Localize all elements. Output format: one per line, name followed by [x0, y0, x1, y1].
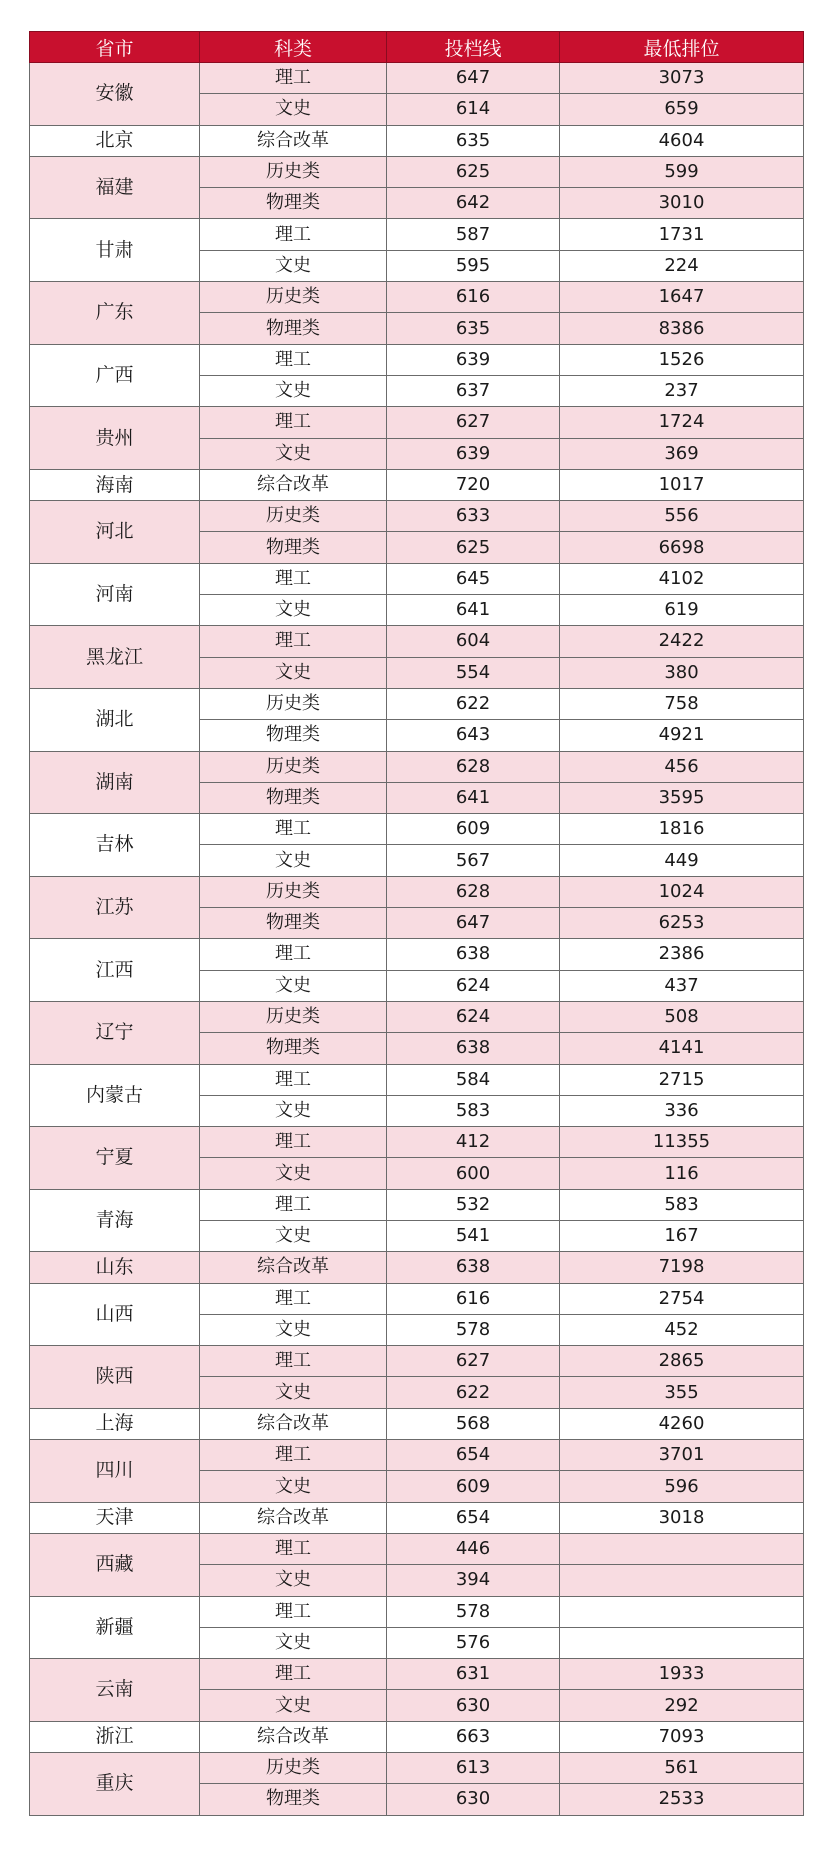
cutoff-score-cell: 638: [387, 1033, 560, 1064]
table-row: [30, 1127, 804, 1158]
province-cell: 贵州: [30, 407, 200, 470]
lowest-rank-cell: 599: [560, 156, 804, 187]
lowest-rank-cell: 449: [560, 845, 804, 876]
subject-type-cell: 理工: [200, 563, 387, 594]
table-row: [30, 501, 804, 532]
cutoff-score-cell: 541: [387, 1220, 560, 1251]
province-cell: 山东: [30, 1252, 200, 1283]
table-row: [30, 219, 804, 250]
cutoff-score-cell: 567: [387, 845, 560, 876]
lowest-rank-cell: 3073: [560, 63, 804, 94]
lowest-rank-cell: 583: [560, 1189, 804, 1220]
cutoff-score-cell: 595: [387, 250, 560, 281]
table-row: [30, 1440, 804, 1471]
lowest-rank-cell: 4604: [560, 125, 804, 156]
table-row: [30, 688, 804, 719]
cutoff-score-cell: 645: [387, 563, 560, 594]
subject-type-cell: 历史类: [200, 688, 387, 719]
cutoff-score-cell: 616: [387, 282, 560, 313]
cutoff-score-cell: 446: [387, 1533, 560, 1564]
lowest-rank-cell: 6253: [560, 908, 804, 939]
subject-type-cell: 物理类: [200, 720, 387, 751]
province-cell: 宁夏: [30, 1127, 200, 1190]
lowest-rank-cell: 7093: [560, 1721, 804, 1752]
lowest-rank-cell: [560, 1533, 804, 1564]
cutoff-score-cell: 639: [387, 344, 560, 375]
cutoff-score-cell: 638: [387, 1252, 560, 1283]
subject-type-cell: 文史: [200, 1690, 387, 1721]
subject-type-cell: 理工: [200, 814, 387, 845]
lowest-rank-cell: 2715: [560, 1064, 804, 1095]
subject-type-cell: 理工: [200, 939, 387, 970]
lowest-rank-cell: 2865: [560, 1346, 804, 1377]
province-cell: 重庆: [30, 1753, 200, 1816]
lowest-rank-cell: 456: [560, 751, 804, 782]
lowest-rank-cell: 758: [560, 688, 804, 719]
subject-type-cell: 文史: [200, 845, 387, 876]
cutoff-score-cell: 584: [387, 1064, 560, 1095]
lowest-rank-cell: 1024: [560, 876, 804, 907]
lowest-rank-cell: 1017: [560, 469, 804, 500]
cutoff-score-cell: 604: [387, 626, 560, 657]
table-row: [30, 469, 804, 500]
subject-type-cell: 历史类: [200, 1001, 387, 1032]
province-cell: 广东: [30, 282, 200, 345]
table-row: [30, 1659, 804, 1690]
cutoff-score-cell: 633: [387, 501, 560, 532]
cutoff-score-cell: 639: [387, 438, 560, 469]
subject-type-cell: 综合改革: [200, 1502, 387, 1533]
lowest-rank-cell: 4921: [560, 720, 804, 751]
subject-type-cell: 物理类: [200, 1033, 387, 1064]
lowest-rank-cell: 6698: [560, 532, 804, 563]
province-cell: 河南: [30, 563, 200, 626]
table-row: [30, 1533, 804, 1564]
lowest-rank-cell: 1724: [560, 407, 804, 438]
cutoff-score-cell: 576: [387, 1627, 560, 1658]
cutoff-score-cell: 625: [387, 156, 560, 187]
table-row: [30, 1408, 804, 1439]
lowest-rank-cell: 561: [560, 1753, 804, 1784]
subject-type-cell: 历史类: [200, 876, 387, 907]
province-cell: 甘肃: [30, 219, 200, 282]
subject-type-cell: 文史: [200, 1158, 387, 1189]
subject-type-cell: 理工: [200, 1127, 387, 1158]
subject-type-cell: 理工: [200, 1659, 387, 1690]
lowest-rank-cell: [560, 1627, 804, 1658]
subject-type-cell: 理工: [200, 1283, 387, 1314]
province-cell: 湖北: [30, 688, 200, 751]
lowest-rank-cell: 659: [560, 94, 804, 125]
table-row: [30, 1502, 804, 1533]
subject-type-cell: 文史: [200, 1471, 387, 1502]
lowest-rank-cell: 4102: [560, 563, 804, 594]
score-table-container: [29, 31, 803, 1816]
subject-type-cell: 理工: [200, 626, 387, 657]
province-cell: 安徽: [30, 63, 200, 126]
subject-type-cell: 理工: [200, 1596, 387, 1627]
subject-type-cell: 物理类: [200, 313, 387, 344]
lowest-rank-cell: 619: [560, 595, 804, 626]
cutoff-score-cell: 635: [387, 313, 560, 344]
province-cell: 山西: [30, 1283, 200, 1346]
table-row: [30, 125, 804, 156]
table-row: [30, 1252, 804, 1283]
subject-type-cell: 文史: [200, 1565, 387, 1596]
lowest-rank-cell: 4260: [560, 1408, 804, 1439]
cutoff-score-cell: 627: [387, 1346, 560, 1377]
subject-type-cell: 文史: [200, 438, 387, 469]
cutoff-score-cell: 624: [387, 1001, 560, 1032]
subject-type-cell: 理工: [200, 1064, 387, 1095]
subject-type-cell: 理工: [200, 63, 387, 94]
province-cell: 浙江: [30, 1721, 200, 1752]
lowest-rank-cell: 3018: [560, 1502, 804, 1533]
subject-type-cell: 文史: [200, 94, 387, 125]
lowest-rank-cell: 1526: [560, 344, 804, 375]
province-cell: 海南: [30, 469, 200, 500]
subject-type-cell: 物理类: [200, 782, 387, 813]
table-body: [30, 63, 804, 1816]
subject-type-cell: 文史: [200, 1220, 387, 1251]
cutoff-score-cell: 638: [387, 939, 560, 970]
cutoff-score-cell: 647: [387, 63, 560, 94]
cutoff-score-cell: 635: [387, 125, 560, 156]
subject-type-cell: 理工: [200, 1346, 387, 1377]
subject-type-cell: 物理类: [200, 1784, 387, 1815]
subject-type-cell: 历史类: [200, 282, 387, 313]
cutoff-score-cell: 614: [387, 94, 560, 125]
cutoff-score-cell: 532: [387, 1189, 560, 1220]
province-cell: 广西: [30, 344, 200, 407]
cutoff-score-cell: 642: [387, 188, 560, 219]
table-row: [30, 751, 804, 782]
lowest-rank-cell: 2386: [560, 939, 804, 970]
province-cell: 天津: [30, 1502, 200, 1533]
province-cell: 青海: [30, 1189, 200, 1252]
cutoff-score-cell: 587: [387, 219, 560, 250]
subject-type-cell: 综合改革: [200, 125, 387, 156]
subject-type-cell: 理工: [200, 219, 387, 250]
lowest-rank-cell: 4141: [560, 1033, 804, 1064]
lowest-rank-cell: 452: [560, 1314, 804, 1345]
subject-type-cell: 历史类: [200, 1753, 387, 1784]
lowest-rank-cell: 116: [560, 1158, 804, 1189]
cutoff-score-cell: 609: [387, 1471, 560, 1502]
subject-type-cell: 物理类: [200, 188, 387, 219]
province-cell: 北京: [30, 125, 200, 156]
cutoff-score-cell: 578: [387, 1596, 560, 1627]
province-cell: 陕西: [30, 1346, 200, 1409]
table-row: [30, 1001, 804, 1032]
header-subject-type: 科类: [200, 32, 387, 63]
table-row: [30, 407, 804, 438]
province-cell: 河北: [30, 501, 200, 564]
subject-type-cell: 文史: [200, 1377, 387, 1408]
lowest-rank-cell: [560, 1565, 804, 1596]
table-row: [30, 876, 804, 907]
subject-type-cell: 文史: [200, 595, 387, 626]
lowest-rank-cell: 3701: [560, 1440, 804, 1471]
province-cell: 云南: [30, 1659, 200, 1722]
cutoff-score-cell: 628: [387, 876, 560, 907]
subject-type-cell: 理工: [200, 407, 387, 438]
table-header-row: [30, 32, 804, 63]
lowest-rank-cell: 7198: [560, 1252, 804, 1283]
subject-type-cell: 历史类: [200, 156, 387, 187]
cutoff-score-cell: 554: [387, 657, 560, 688]
province-cell: 黑龙江: [30, 626, 200, 689]
cutoff-score-cell: 628: [387, 751, 560, 782]
lowest-rank-cell: 369: [560, 438, 804, 469]
table-row: [30, 1346, 804, 1377]
cutoff-score-cell: 568: [387, 1408, 560, 1439]
header-cutoff-score: 投档线: [387, 32, 560, 63]
lowest-rank-cell: 508: [560, 1001, 804, 1032]
lowest-rank-cell: 1816: [560, 814, 804, 845]
lowest-rank-cell: 2422: [560, 626, 804, 657]
subject-type-cell: 综合改革: [200, 1721, 387, 1752]
subject-type-cell: 文史: [200, 970, 387, 1001]
lowest-rank-cell: 2754: [560, 1283, 804, 1314]
table-row: [30, 1064, 804, 1095]
admission-score-table: [29, 31, 804, 1816]
subject-type-cell: 理工: [200, 1533, 387, 1564]
cutoff-score-cell: 613: [387, 1753, 560, 1784]
lowest-rank-cell: 3010: [560, 188, 804, 219]
table-row: [30, 814, 804, 845]
cutoff-score-cell: 631: [387, 1659, 560, 1690]
cutoff-score-cell: 647: [387, 908, 560, 939]
province-cell: 西藏: [30, 1533, 200, 1596]
subject-type-cell: 理工: [200, 344, 387, 375]
province-cell: 吉林: [30, 814, 200, 877]
subject-type-cell: 历史类: [200, 751, 387, 782]
province-cell: 四川: [30, 1440, 200, 1503]
cutoff-score-cell: 627: [387, 407, 560, 438]
cutoff-score-cell: 654: [387, 1502, 560, 1533]
table-row: [30, 344, 804, 375]
cutoff-score-cell: 622: [387, 1377, 560, 1408]
province-cell: 江苏: [30, 876, 200, 939]
province-cell: 上海: [30, 1408, 200, 1439]
lowest-rank-cell: 11355: [560, 1127, 804, 1158]
province-cell: 辽宁: [30, 1001, 200, 1064]
table-row: [30, 939, 804, 970]
subject-type-cell: 历史类: [200, 501, 387, 532]
table-row: [30, 1721, 804, 1752]
cutoff-score-cell: 394: [387, 1565, 560, 1596]
lowest-rank-cell: 167: [560, 1220, 804, 1251]
cutoff-score-cell: 637: [387, 375, 560, 406]
lowest-rank-cell: 2533: [560, 1784, 804, 1815]
lowest-rank-cell: 3595: [560, 782, 804, 813]
cutoff-score-cell: 643: [387, 720, 560, 751]
lowest-rank-cell: 1731: [560, 219, 804, 250]
cutoff-score-cell: 630: [387, 1784, 560, 1815]
table-row: [30, 1283, 804, 1314]
province-cell: 湖南: [30, 751, 200, 814]
lowest-rank-cell: 8386: [560, 313, 804, 344]
cutoff-score-cell: 720: [387, 469, 560, 500]
subject-type-cell: 文史: [200, 1314, 387, 1345]
lowest-rank-cell: 292: [560, 1690, 804, 1721]
subject-type-cell: 文史: [200, 1095, 387, 1126]
header-lowest-rank: 最低排位: [560, 32, 804, 63]
province-cell: 福建: [30, 156, 200, 219]
lowest-rank-cell: 237: [560, 375, 804, 406]
cutoff-score-cell: 412: [387, 1127, 560, 1158]
subject-type-cell: 文史: [200, 657, 387, 688]
subject-type-cell: 综合改革: [200, 469, 387, 500]
lowest-rank-cell: 556: [560, 501, 804, 532]
table-row: [30, 626, 804, 657]
subject-type-cell: 理工: [200, 1189, 387, 1220]
table-row: [30, 156, 804, 187]
lowest-rank-cell: 355: [560, 1377, 804, 1408]
cutoff-score-cell: 616: [387, 1283, 560, 1314]
table-row: [30, 1753, 804, 1784]
lowest-rank-cell: 336: [560, 1095, 804, 1126]
table-row: [30, 563, 804, 594]
lowest-rank-cell: 224: [560, 250, 804, 281]
table-row: [30, 1596, 804, 1627]
subject-type-cell: 物理类: [200, 908, 387, 939]
cutoff-score-cell: 609: [387, 814, 560, 845]
lowest-rank-cell: 437: [560, 970, 804, 1001]
lowest-rank-cell: 1647: [560, 282, 804, 313]
cutoff-score-cell: 641: [387, 595, 560, 626]
lowest-rank-cell: 596: [560, 1471, 804, 1502]
cutoff-score-cell: 622: [387, 688, 560, 719]
cutoff-score-cell: 583: [387, 1095, 560, 1126]
cutoff-score-cell: 654: [387, 1440, 560, 1471]
subject-type-cell: 文史: [200, 250, 387, 281]
subject-type-cell: 理工: [200, 1440, 387, 1471]
subject-type-cell: 综合改革: [200, 1408, 387, 1439]
table-row: [30, 1189, 804, 1220]
lowest-rank-cell: 380: [560, 657, 804, 688]
lowest-rank-cell: 1933: [560, 1659, 804, 1690]
cutoff-score-cell: 600: [387, 1158, 560, 1189]
subject-type-cell: 文史: [200, 375, 387, 406]
header-province: 省市: [30, 32, 200, 63]
cutoff-score-cell: 663: [387, 1721, 560, 1752]
subject-type-cell: 物理类: [200, 532, 387, 563]
table-row: [30, 282, 804, 313]
table-row: [30, 63, 804, 94]
province-cell: 新疆: [30, 1596, 200, 1659]
cutoff-score-cell: 578: [387, 1314, 560, 1345]
province-cell: 江西: [30, 939, 200, 1002]
cutoff-score-cell: 625: [387, 532, 560, 563]
cutoff-score-cell: 624: [387, 970, 560, 1001]
lowest-rank-cell: [560, 1596, 804, 1627]
subject-type-cell: 文史: [200, 1627, 387, 1658]
subject-type-cell: 综合改革: [200, 1252, 387, 1283]
cutoff-score-cell: 630: [387, 1690, 560, 1721]
province-cell: 内蒙古: [30, 1064, 200, 1127]
cutoff-score-cell: 641: [387, 782, 560, 813]
